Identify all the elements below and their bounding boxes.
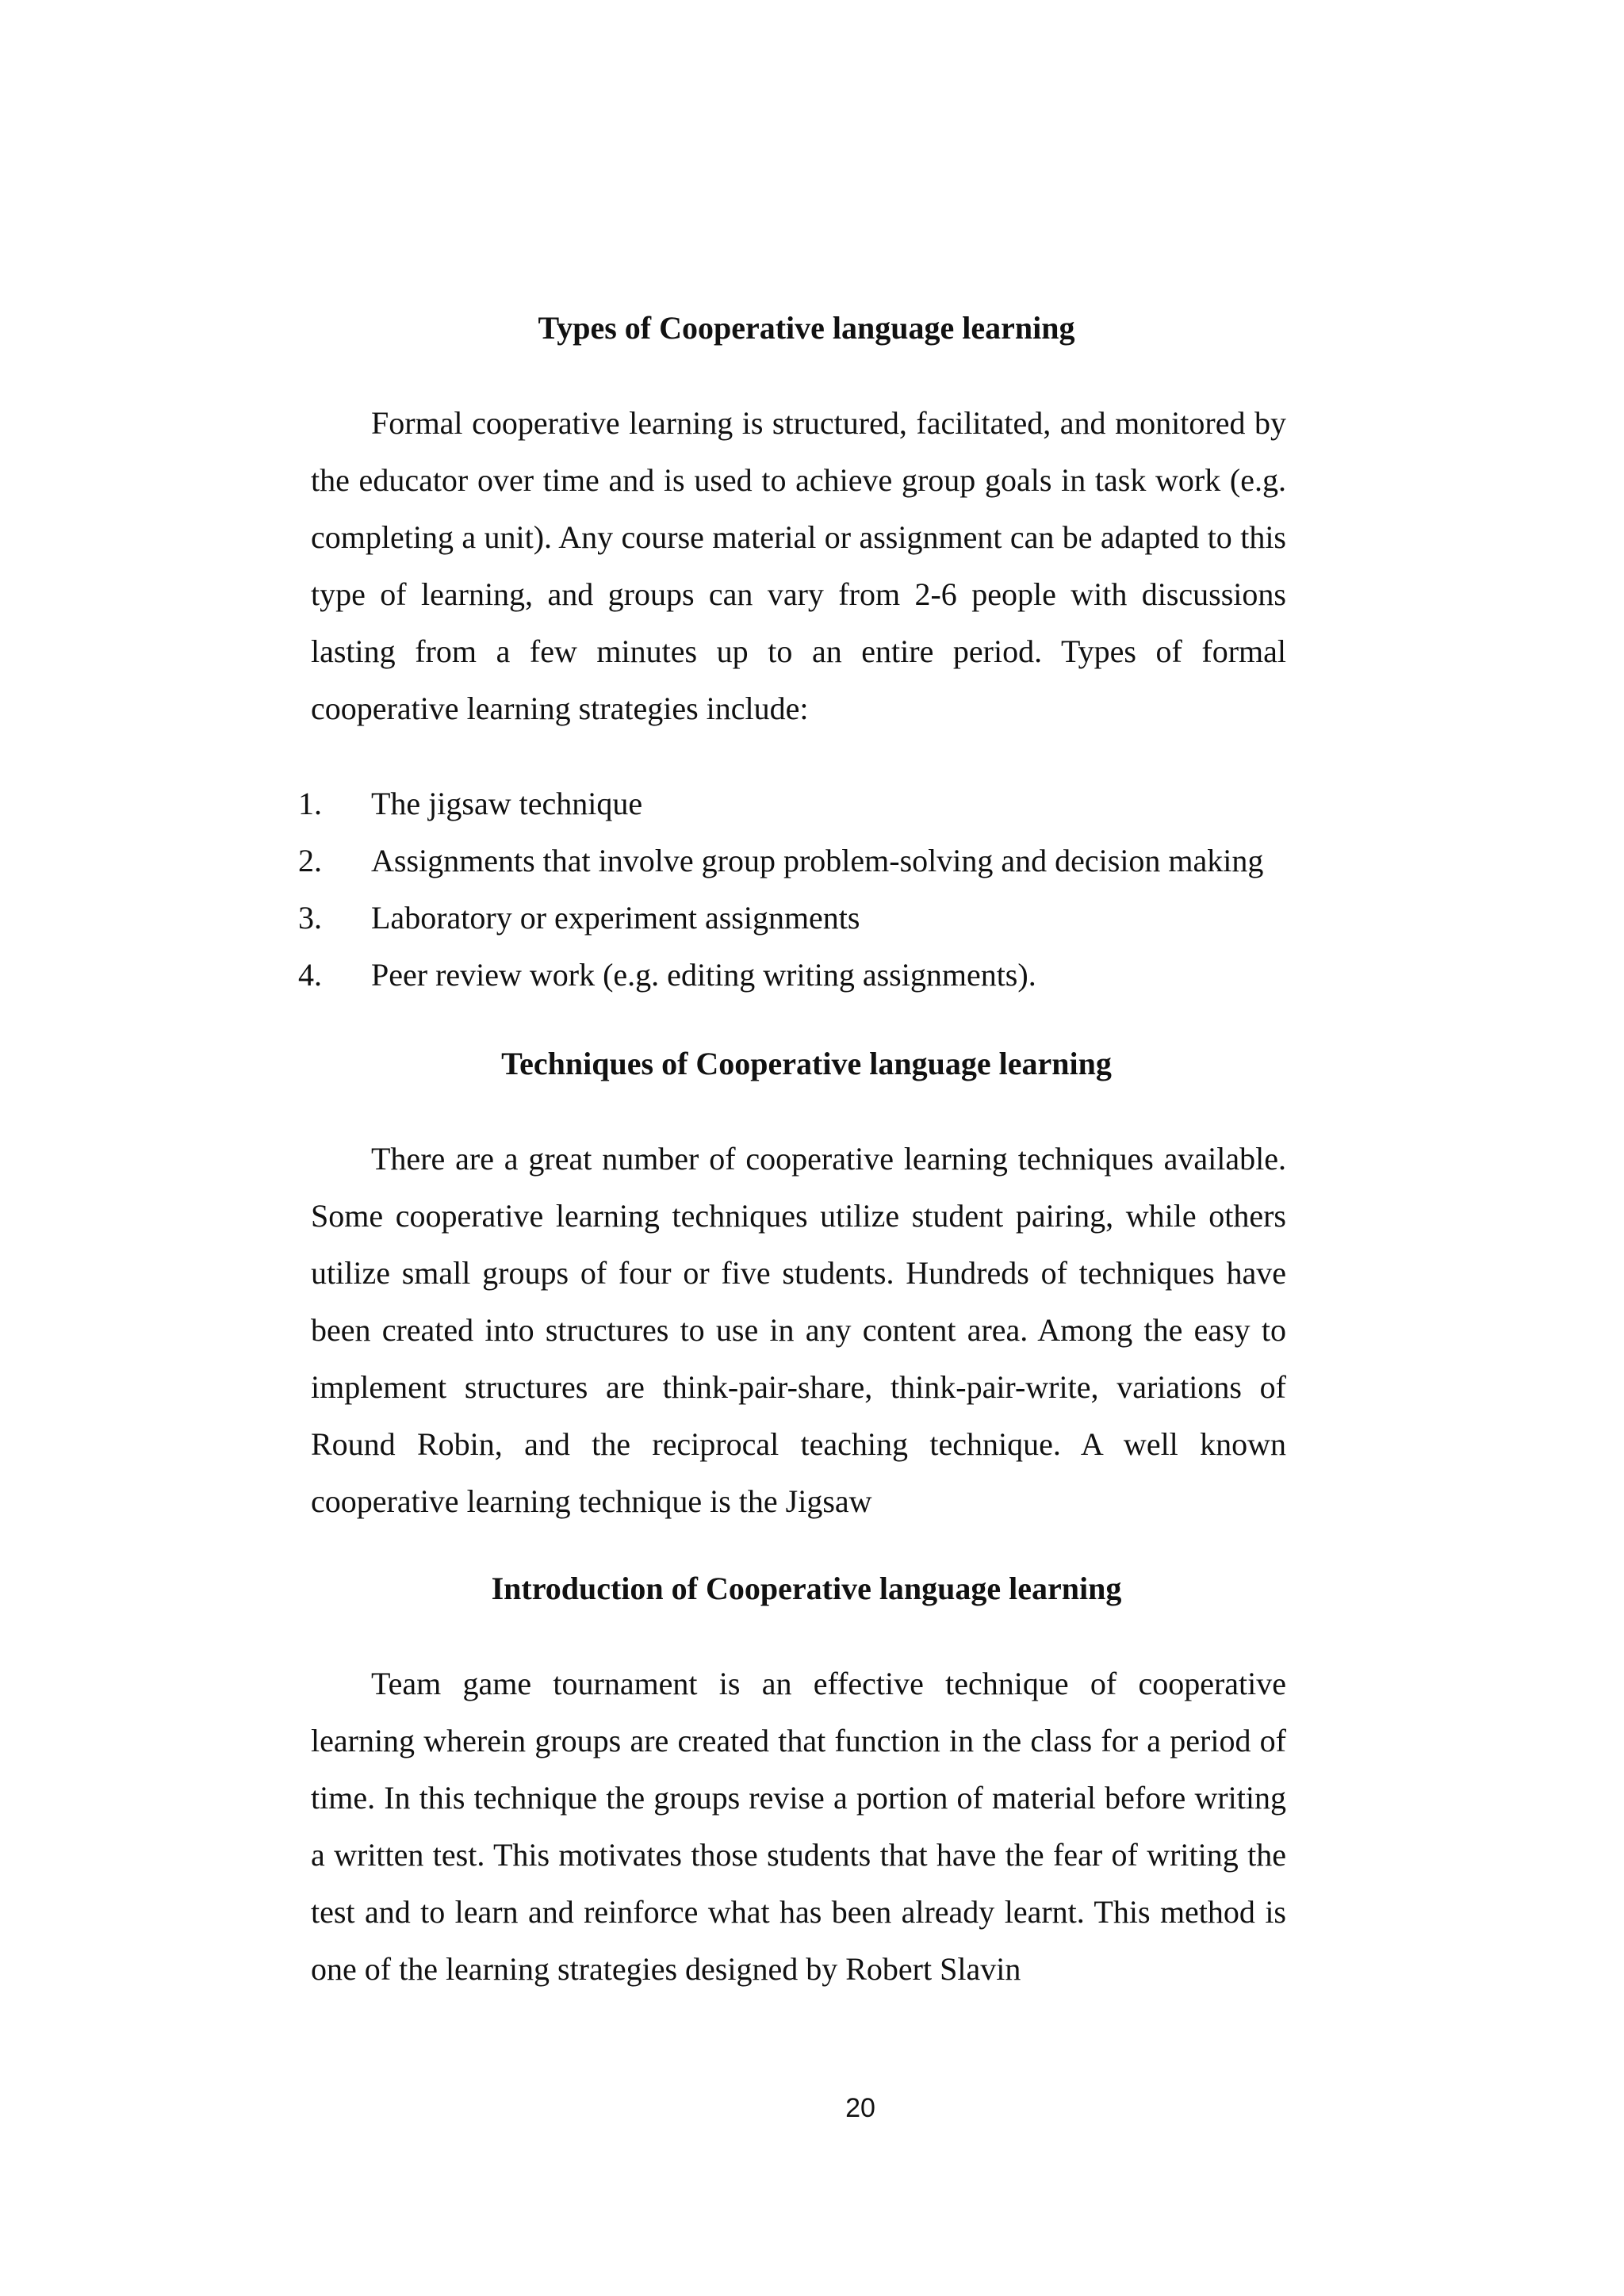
section-heading-techniques: Techniques of Cooperative language learning [501,1046,1112,1081]
list-item [298,890,1286,947]
strategies-list [298,775,1286,1004]
list-item-number: 2. [298,843,322,878]
list-item-text: Peer review work (e.g. editing writing assignments). [371,957,1036,993]
paragraph-team-game-tournament: Team game tournament is an effective technique of cooperative learning wherein groups are created that function in the class for a period of time. In this technique the groups revise a portion of material before writing a written test. This motivates those students that have the fear of writing the test and to learn and reinforce what has been already learnt. This method is one of the learning strategies designed by Robert Slavin [311,1666,1286,1987]
list-item-text: Assignments that involve group problem-solving and decision making [371,843,1264,878]
list-item-text: The jigsaw technique [371,786,643,821]
list-item [298,947,1286,1004]
paragraph-techniques: There are a great number of cooperative learning techniques available. Some cooperative learning techniques utilize student pairing, while others utilize small groups of four or five students. Hundreds of techniques have been created into structures to use in any content area. Among the easy to implement structures are think-pair-share, think-pair-write, variations of Round Robin, and the reciprocal teaching technique. A well known cooperative learning technique is the Jigsaw [311,1141,1286,1519]
paragraph-formal-cooperative-learning: Formal cooperative learning is structured, facilitated, and monitored by the educator over time and is used to achieve group goals in task work (e.g. completing a unit). Any course material or assignment can be adapted to this type of learning, and groups can vary from 2-6 people with discussions lasting from a few minutes up to an entire period. Types of formal cooperative learning strategies include: [311,405,1286,726]
section-heading-types: Types of Cooperative language learning [538,310,1075,346]
section-heading-introduction: Introduction of Cooperative language learning [491,1571,1122,1606]
list-item [298,775,1286,832]
list-item-number: 3. [298,900,322,936]
list-item [298,832,1286,890]
list-item-number: 4. [298,957,322,993]
list-item-text: Laboratory or experiment assignments [371,900,860,936]
page-number: 20 [845,2093,875,2123]
page-content [298,308,1286,1998]
list-item-number: 1. [298,786,322,821]
